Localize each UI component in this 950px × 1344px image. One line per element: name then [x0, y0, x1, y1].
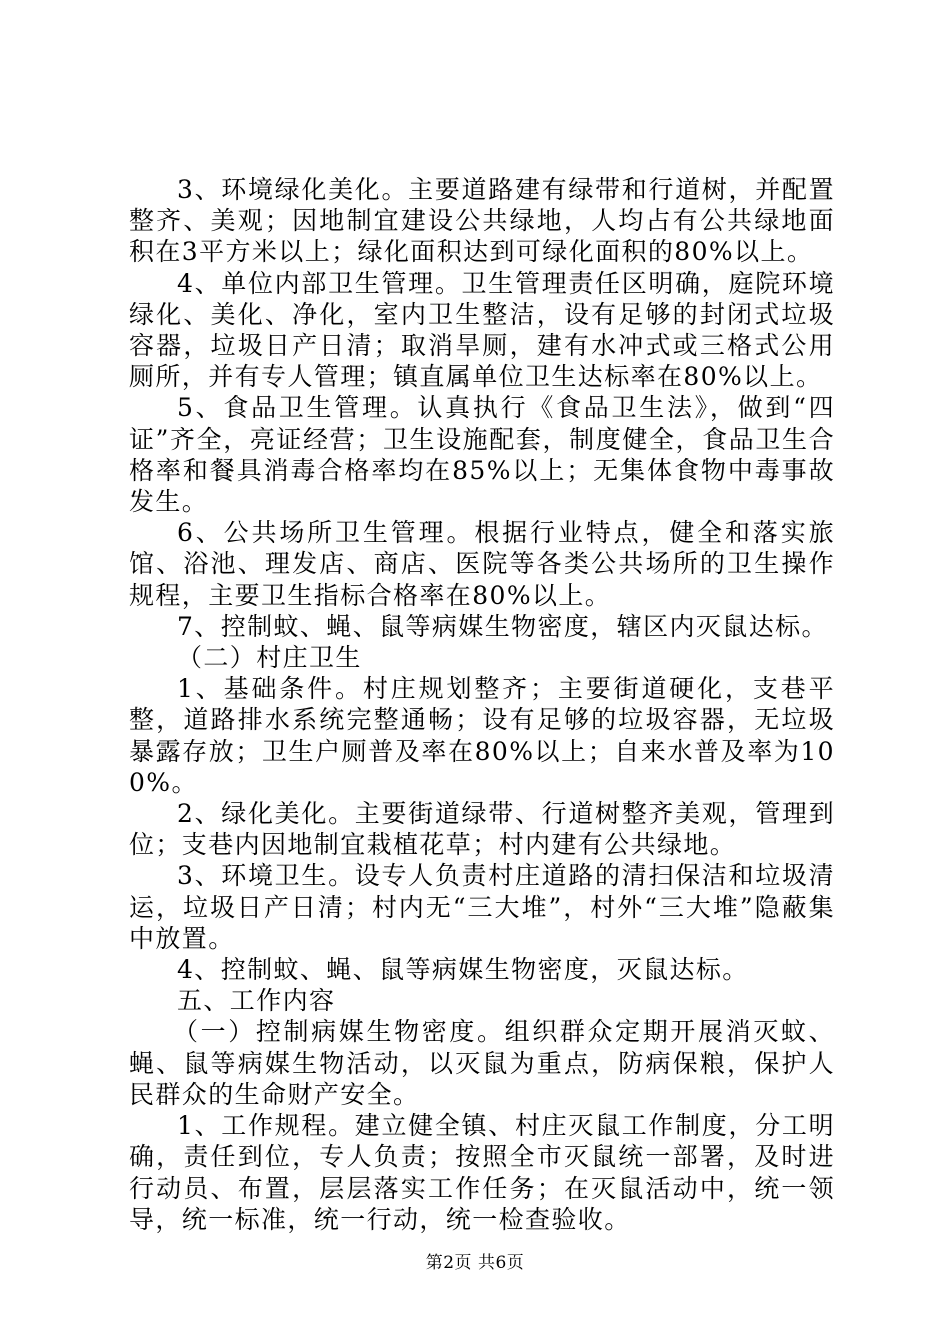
paragraph-basic-conditions: 1、基础条件。村庄规划整齐；主要街道硬化，支巷平整，道路排水系统完整通畅；设有足够的垃圾容器，无垃圾暴露存放；卫生户厕普及率在80%以上；自来水普及率为100%。	[129, 674, 835, 797]
paragraph-greening: 3、环境绿化美化。主要道路建有绿带和行道树，并配置整齐、美观；因地制宜建设公共绿地，人均占有公共绿地面积在3平方米以上；绿化面积达到可绿化面积的80%以上。	[129, 175, 835, 267]
document-body	[129, 174, 835, 1235]
paragraph-pest-control-town: 7、控制蚊、蝇、鼠等病媒生物密度，辖区内灭鼠达标。	[177, 611, 828, 641]
paragraph-vector-density: （一）控制病媒生物密度。组织群众定期开展消灭蚊、蝇、鼠等病媒生物活动，以灭鼠为重点，防病保粮，保护人民群众的生命财产安全。	[129, 1017, 835, 1109]
paragraph-pest-control-village: 4、控制蚊、蝇、鼠等病媒生物密度，灭鼠达标。	[177, 955, 749, 985]
paragraph-work-rules: 1、工作规程。建立健全镇、村庄灭鼠工作制度，分工明确，责任到位，专人负责；按照全市灭鼠统一部署，及时进行动员、布置，层层落实工作任务；在灭鼠活动中，统一领导，统一标准，统一行动，统一检查验收。	[129, 1111, 835, 1234]
page-number-footer: 第2页 共6页	[425, 1253, 525, 1273]
paragraph-unit-hygiene: 4、单位内部卫生管理。卫生管理责任区明确，庭院环境绿化、美化、净化，室内卫生整洁，设有足够的封闭式垃圾容器，垃圾日产日清；取消旱厕，建有水冲式或三格式公用厕所，并有专人管理；镇直属单位卫生达标率在80%以上。	[129, 268, 835, 392]
paragraph-village-greening: 2、绿化美化。主要街道绿带、行道树整齐美观，管理到位；支巷内因地制宜栽植花草；村内建有公共绿地。	[129, 799, 835, 860]
paragraph-public-places: 6、公共场所卫生管理。根据行业特点，健全和落实旅馆、浴池、理发店、商店、医院等各类公共场所的卫生操作规程，主要卫生指标合格率在80%以上。	[129, 518, 835, 610]
paragraph-environmental-hygiene: 3、环境卫生。设专人负责村庄道路的清扫保洁和垃圾清运，垃圾日产日清；村内无“三大堆”，村外“三大堆”隐蔽集中放置。	[129, 861, 835, 953]
section-heading-work-content: 五、工作内容	[177, 986, 336, 1016]
section-heading-village-hygiene: （二）村庄卫生	[177, 643, 362, 673]
paragraph-food-hygiene: 5、食品卫生管理。认真执行《食品卫生法》，做到“四证”齐全，亮证经营；卫生设施配套，制度健全，食品卫生合格率和餐具消毒合格率均在85%以上；无集体食物中毒事故发生。	[129, 393, 835, 517]
